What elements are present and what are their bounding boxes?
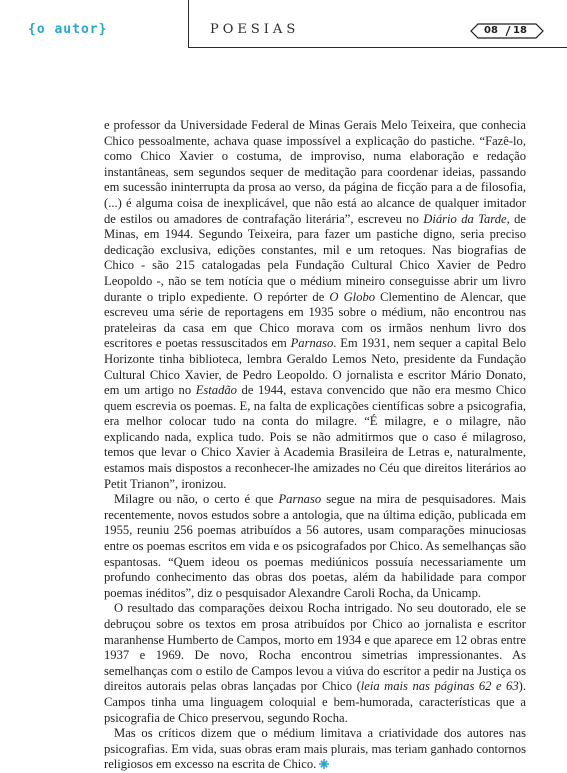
- section-tag: {o autor}: [28, 22, 108, 37]
- page-badge-frame-icon: [470, 23, 544, 39]
- italic-run: Diário da Tarde: [423, 211, 507, 226]
- text-run: . Em 1931, nem sequer a capital Belo Horizonte tinha biblioteca, lembra Geraldo Lemos Neto, presidente da Fundação Cultural Chico Xavier, de Pedro Leopoldo. O jornalista e escritor Mário Donato, em um artigo no: [104, 336, 526, 398]
- current-page-number: 08: [484, 25, 498, 36]
- header-horizontal-divider: [188, 47, 567, 48]
- text-run: Milagre ou não, o certo é que: [114, 492, 279, 507]
- paragraph-4: [104, 726, 526, 773]
- page-header: [0, 0, 567, 48]
- paragraph-1: [104, 118, 526, 492]
- italic-run: O Globo: [329, 289, 376, 304]
- text-run: de 1944, estava convencido que não era mesmo Chico quem escrevia os poemas. E, na falta de explicações científicas sobre a psicografia, era melhor colocar tudo na conta do milagre. “É milagre, e o milagre, não explicando nada, explica tudo. Pois se não admitirmos que o caso é milagroso, temos que levar o Chico Xavier à Academia Brasileira de Letras e, naturalmente, estamos mais dispostos a reconhecer-lhe amizades no Céu que direitos literários ao Petit Trianon”, ironizou.: [104, 383, 526, 491]
- article-body: [104, 118, 526, 773]
- text-run: segue na mira de pesquisadores. Mais recentemente, novos estudos sobre a antologia, que na última edição, publicada em 1955, reuniu 256 poemas atribuídos a 56 autores, usam comparações minuciosas entre os poemas escritos em vida e os psicografados por Chico. As semelhanças são espantosas. “Quem ideou os poemas mediúnicos possuía necessariamente um profundo conhecimento das obras dos poetas, além da habilidade para compor poemas inéditos”, diz o pesquisador Alexandre Caroli Rocha, da Unicamp.: [104, 492, 527, 600]
- text-run: Clementino de Alencar, que escreveu uma série de reportagens em 1935 sobre o médium, não encontrou nas prateleiras da casa em que Chico morava com os irmãos nenhum livro dos escritores e poetas ressuscitados em: [104, 289, 526, 351]
- header-vertical-divider: [188, 0, 189, 47]
- total-pages-number: 18: [513, 25, 527, 36]
- italic-run: Estadão: [195, 383, 237, 398]
- text-run: , de Minas, em 1944. Segundo Teixeira, para fazer um pastiche digno, seria preciso dedicação exclusiva, edições constantes, mil e um retoques. Nas biografias de Chico - são 215 catalogadas pela Fundação Cultural Chico Xavier de Pedro Leopoldo -, não se tem notícia que o médium mineiro conseguisse abrir um livro durante o triplo expediente. O repórter de: [104, 211, 526, 304]
- italic-run: Parnaso: [290, 336, 334, 351]
- plus-asterisk-icon: [319, 759, 329, 769]
- text-run: e professor da Universidade Federal de Minas Gerais Melo Teixeira, que conhecia Chico pessoalmente, achava quase impossível a explicação do pastiche. “Fazê-lo, como Chico Xavier o costuma, de improviso, numa elaboração e redação instantâneas, sem segundos sequer de meditação para coordenar ideias, passando em sucessão ininterrupta da prosa ao verso, da página de ficção para a de filosofia, (...) é alguma coisa de inexplicável, que não está ao alcance de qualquer imitador de estilos ou amadores de contrafação literária”, escreveu no: [104, 118, 526, 226]
- page-number-badge: [470, 23, 544, 39]
- publication-title: POESIAS: [210, 22, 300, 37]
- italic-run: leia mais nas páginas 62 e 63: [360, 679, 519, 694]
- italic-run: Parnaso: [278, 492, 322, 507]
- paragraph-3: [104, 601, 526, 726]
- text-run: ). Campos tinha uma linguagem coloquial e bem-humorada, características que a psicografia de Chico preservou, segundo Rocha.: [104, 679, 526, 725]
- paragraph-2: [104, 492, 526, 601]
- text-run: Mas os críticos dizem que o médium limitava a criatividade dos autores nas psicografias. Em vida, suas obras eram mais plurais, mas teriam ganhado contornos religiosos em excesso na escrita de Chico.: [104, 726, 526, 772]
- text-run: O resultado das comparações deixou Rocha intrigado. No seu doutorado, ele se debruçou sobre os textos em prosa atribuídos por Chico ao jornalista e escritor maranhense Humberto de Campos, morto em 1934 e que aparece em 12 obras entre 1937 e 1969. De novo, Rocha encontrou simetrias impressionantes. As semelhanças com o estilo de Campos levou a viúva do escritor a pedir na Justiça os direitos autorais pelas obras lançadas por Chico (: [104, 601, 526, 694]
